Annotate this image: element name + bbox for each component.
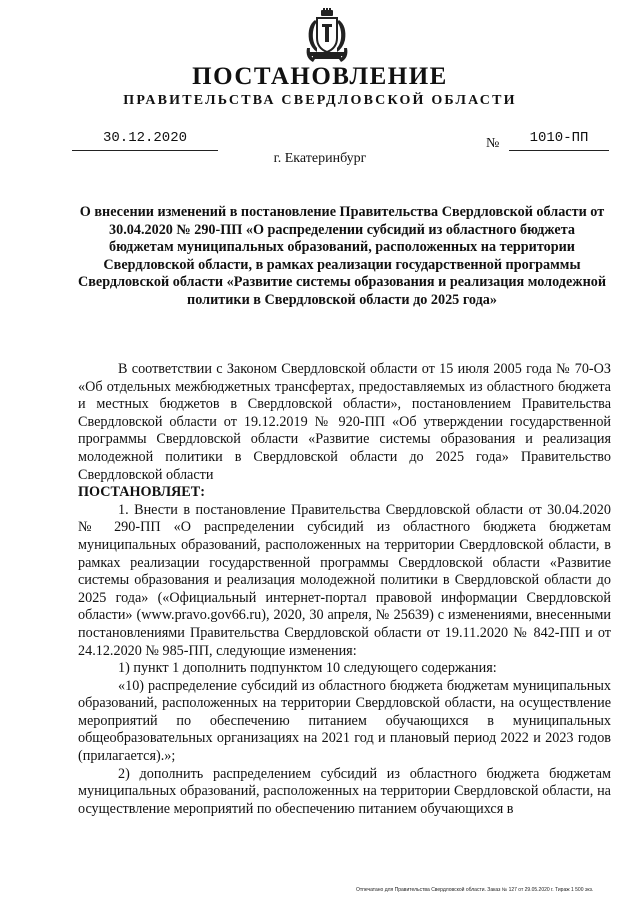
preamble-paragraph: В соответствии с Законом Свердловской области от 15 июля 2005 года № 70-ОЗ «Об отдельных межбюджетных трансфертах, предоставляемых из областного бюджета и местных бюджетов в Свердловской области», постановлением Правительства Свердловской области от 19.12.2019 № 920-ПП «Об утверждении государственной программы Свердловской области «Развитие системы образования и реализация молодежной политики в Свердловской области до 2025 года» Правительство Свердловской области	[78, 361, 611, 483]
resolves-label: ПОСТАНОВЛЯЕТ:	[78, 484, 205, 501]
document-subtitle: ПРАВИТЕЛЬСТВА СВЕРДЛОВСКОЙ ОБЛАСТИ	[123, 93, 517, 108]
document-heading: О внесении изменений в постановление Правительства Свердловской области от 30.04.2020 № 290-ПП «О распределении субсидий из областного бюджета бюджетам муниципальных образований, расположенных на территории Свердловской области, в рамках реализации государственной программы Свердловской области «Развитие системы образования и реализация молодежной политики в Свердловской области до 2025 года»	[78, 204, 607, 308]
document-body	[78, 361, 611, 818]
print-footer: Отпечатано для Правительства Свердловской области. Заказ № 127 от 29.05.2020 г. Тираж 1 500 экз.	[356, 887, 594, 893]
number-sign: №	[486, 136, 500, 151]
document-city: г. Екатеринбург	[273, 151, 367, 166]
item-1-paragraph: 1. Внести в постановление Правительства Свердловской области от 30.04.2020 № 290-ПП «О распределении субсидий из областного бюджета бюджетам муниципальных образований, расположенных на территории Свердловской области, в рамках реализации государственной программы Свердловской области «Развитие системы образования и реализация молодежной политики в Свердловской области до 2025 года» («Официальный интернет-портал правовой информации Свердловской области» (www.pravo.gov66.ru), 2020, 30 апреля, № 25639) с изменениями, внесенными постановлениями Правительства Свердловской области от 19.11.2020 № 842-ПП и от 24.12.2020 № 985-ПП, следующие изменения:	[78, 501, 611, 659]
sverdlovsk-coat-of-arms-icon	[303, 8, 351, 64]
subitem-1-paragraph: 1) пункт 1 дополнить подпунктом 10 следующего содержания:	[118, 660, 497, 677]
document-number: 1010-ПП	[509, 130, 609, 151]
document-title: ПОСТАНОВЛЕНИЕ	[192, 63, 448, 90]
document-date: 30.12.2020	[72, 130, 218, 151]
subitem-2-paragraph: 2) дополнить распределением субсидий из областного бюджета бюджетам муниципальных образований, расположенных на территории Свердловской области, на осуществление мероприятий по обеспечению питанием обучающихся в	[78, 765, 611, 817]
subitem-1-quote: «10) распределение субсидий из областного бюджета бюджетам муниципальных образований, расположенных на территории Свердловской области, на осуществление мероприятий по обеспечению питанием обучающихся в муниципальных общеобразовательных организациях на 2021 год и плановый период 2022 и 2023 годов (прилагается).»;	[78, 677, 611, 765]
